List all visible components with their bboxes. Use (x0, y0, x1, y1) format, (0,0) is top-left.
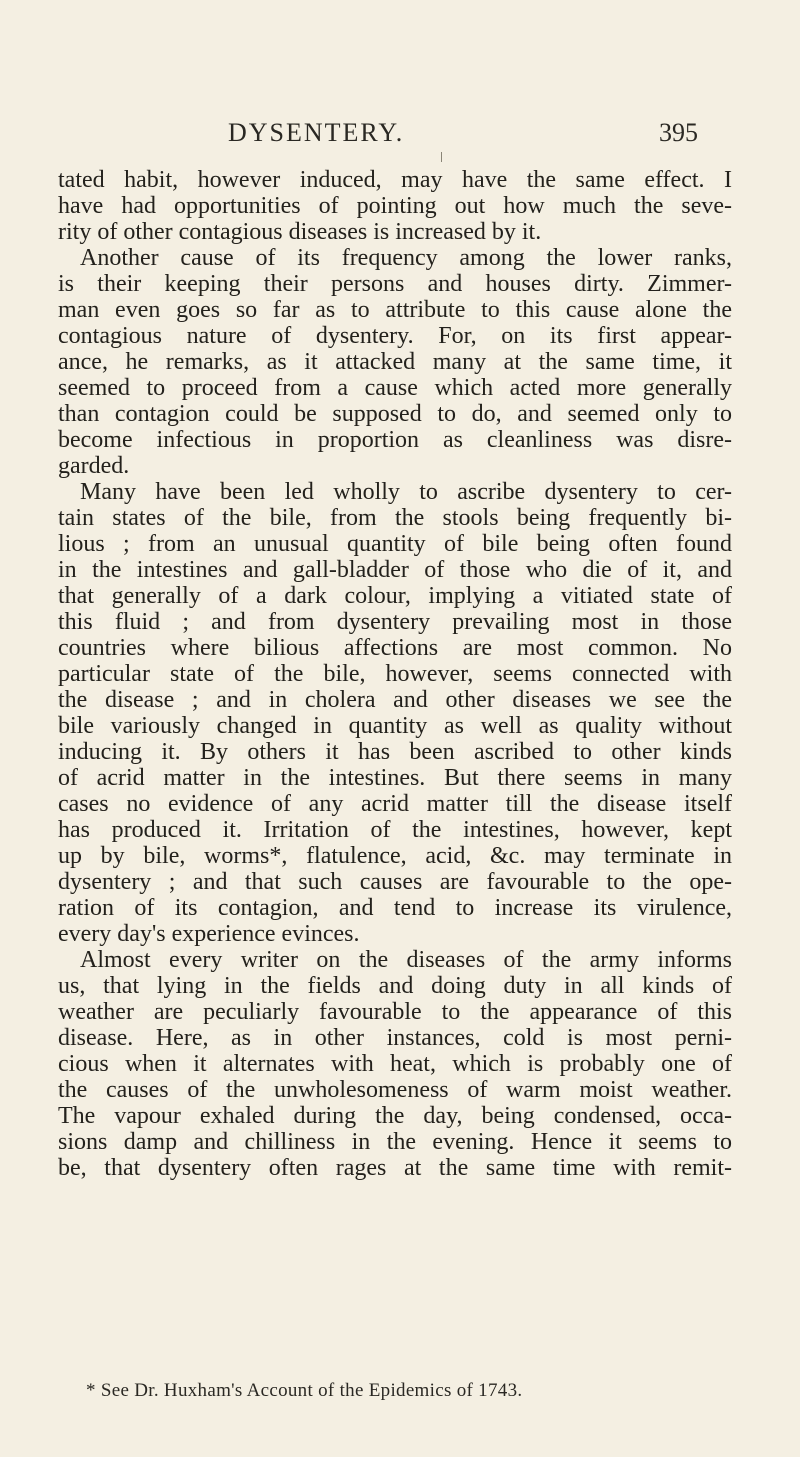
text-line: The vapour exhaled during the day, being condensed, occa- (58, 1103, 732, 1129)
text-line: in the intestines and gall-bladder of those who die of it, and (58, 557, 732, 583)
text-line: Many have been led wholly to ascribe dysentery to cer- (80, 479, 732, 505)
text-line: rity of other contagious diseases is increased by it. (58, 219, 542, 245)
text-line: inducing it. By others it has been ascribed to other kinds (58, 739, 732, 765)
text-line: bile variously changed in quantity as well as quality without (58, 713, 732, 739)
text-line: tated habit, however induced, may have the same effect. I (58, 167, 732, 193)
text-line: contagious nature of dysentery. For, on its first appear- (58, 323, 732, 349)
text-line: every day's experience evinces. (58, 921, 360, 947)
text-line: us, that lying in the fields and doing duty in all kinds of (58, 973, 732, 999)
text-line: disease. Here, as in other instances, cold is most perni- (58, 1025, 732, 1051)
text-line: the disease ; and in cholera and other diseases we see the (58, 687, 732, 713)
running-title: DYSENTERY. (228, 118, 405, 147)
text-line: ance, he remarks, as it attacked many at the same time, it (58, 349, 732, 375)
text-line: is their keeping their persons and houses dirty. Zimmer- (58, 271, 732, 297)
text-line: cious when it alternates with heat, which is probably one of (58, 1051, 732, 1077)
text-line: be, that dysentery often rages at the same time with remit- (58, 1155, 732, 1181)
text-line: lious ; from an unusual quantity of bile being often found (58, 531, 732, 557)
text-line: tain states of the bile, from the stools being frequently bi- (58, 505, 732, 531)
text-line: ration of its contagion, and tend to increase its virulence, (58, 895, 732, 921)
text-line: this fluid ; and from dysentery prevailing most in those (58, 609, 732, 635)
text-line: seemed to proceed from a cause which acted more generally (58, 375, 732, 401)
page-number: 395 (659, 118, 698, 147)
printer-mark (441, 152, 442, 162)
text-line: sions damp and chilliness in the evening. Hence it seems to (58, 1129, 732, 1155)
text-line: up by bile, worms*, flatulence, acid, &c. may terminate in (58, 843, 732, 869)
text-line: Another cause of its frequency among the lower ranks, (80, 245, 732, 271)
text-line: weather are peculiarly favourable to the appearance of this (58, 999, 732, 1025)
body-text (58, 167, 732, 1181)
text-line: dysentery ; and that such causes are favourable to the ope- (58, 869, 732, 895)
text-line: has produced it. Irritation of the intestines, however, kept (58, 817, 732, 843)
text-line: countries where bilious affections are most common. No (58, 635, 732, 661)
text-line: become infectious in proportion as cleanliness was disre- (58, 427, 732, 453)
running-head (228, 118, 698, 152)
text-line: particular state of the bile, however, seems connected with (58, 661, 732, 687)
text-line: garded. (58, 453, 130, 479)
text-line: of acrid matter in the intestines. But there seems in many (58, 765, 732, 791)
text-line: have had opportunities of pointing out how much the seve- (58, 193, 732, 219)
text-line: than contagion could be supposed to do, and seemed only to (58, 401, 732, 427)
text-line: man even goes so far as to attribute to this cause alone the (58, 297, 732, 323)
text-line: cases no evidence of any acrid matter till the disease itself (58, 791, 732, 817)
text-line: the causes of the unwholesomeness of warm moist weather. (58, 1077, 732, 1103)
text-line: that generally of a dark colour, implying a vitiated state of (58, 583, 732, 609)
footnote: * See Dr. Huxham's Account of the Epidemics of 1743. (86, 1380, 523, 1401)
text-line: Almost every writer on the diseases of the army informs (80, 947, 732, 973)
